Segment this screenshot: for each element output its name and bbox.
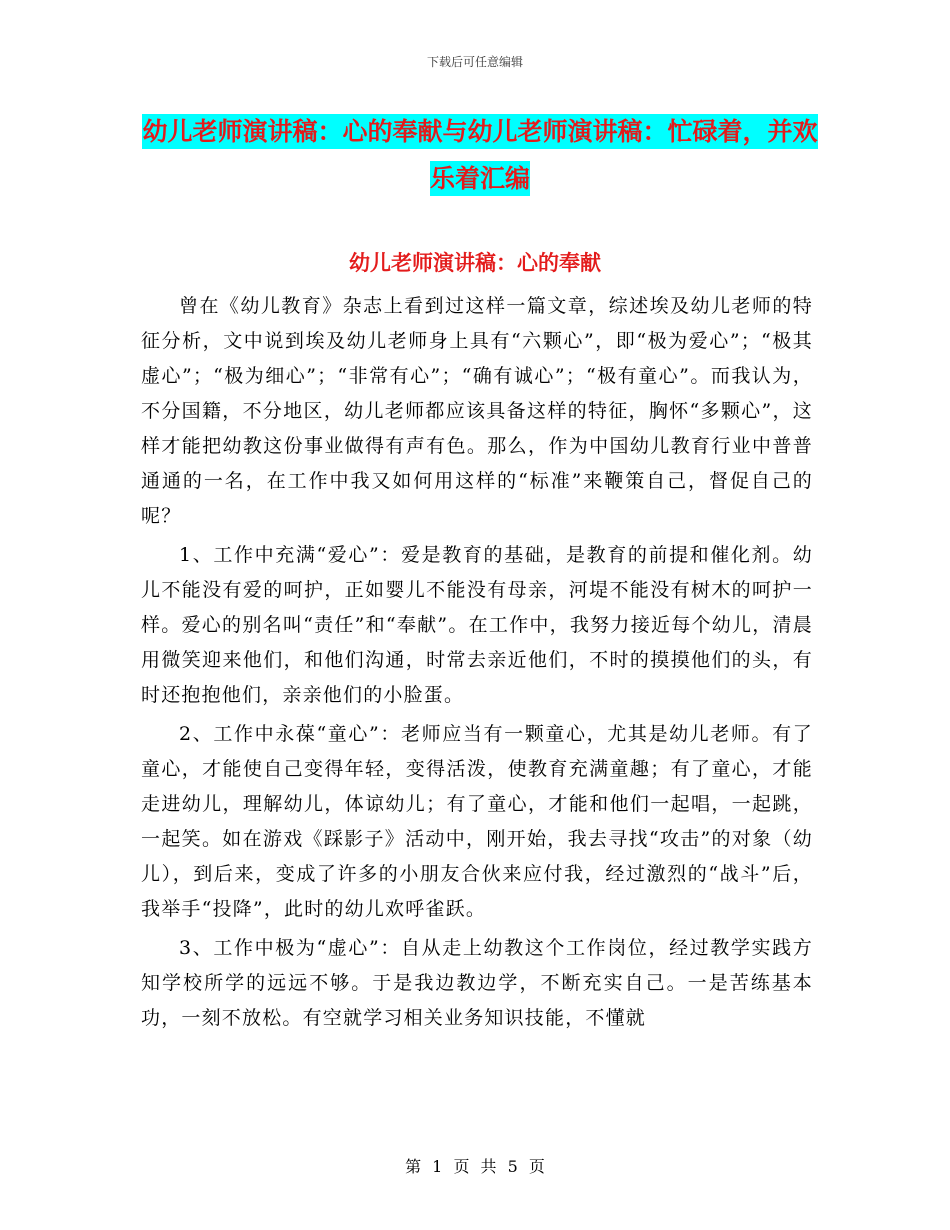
document-title — [140, 108, 820, 202]
page-footer: 第 1 页 共 5 页 — [405, 1157, 545, 1176]
paragraph: 3、工作中极为“虚心”：自从走上幼教这个工作岗位，经过教学实践方知学校所学的远远不够。于是我边教边学，不断充实自己。一是苦练基本功，一刻不放松。有空就学习相关业务知识技能，不懂就 — [141, 937, 813, 1029]
page-header: 下载后可任意编辑 — [426, 55, 523, 69]
section-title: 幼儿老师演讲稿：心的奉献 — [349, 251, 601, 275]
paragraph: 1、工作中充满“爱心”：爱是教育的基础，是教育的前提和催化剂。幼儿不能没有爱的呵护，正如婴儿不能没有母亲，河堤不能没有树木的呵护一样。爱心的别名叫“责任”和“奉献”。在工作中，我努力接近每个幼儿，清晨用微笑迎来他们，和他们沟通，时常去亲近他们，不时的摸摸他们的头，有时还抱抱他们，亲亲他们的小脸蛋。 — [141, 544, 813, 706]
paragraph: 曾在《幼儿教育》杂志上看到过这样一篇文章，综述埃及幼儿老师的特征分析，文中说到埃及幼儿老师身上具有“六颗心”，即“极为爱心”；“极其虚心”；“极为细心”；“非常有心”；“确有诚心”；“极有童心”。而我认为，不分国籍，不分地区，幼儿老师都应该具备这样的特征，胸怀“多颗心”，这样才能把幼教这份事业做得有声有色。那么，作为中国幼儿教育行业中普普通通的一名，在工作中我又如何用这样的“标准”来鞭策自己，督促自己的呢？ — [141, 295, 813, 527]
paragraph: 2、工作中永葆“童心”：老师应当有一颗童心，尤其是幼儿老师。有了童心，才能使自己变得年轻，变得活泼，使教育充满童趣；有了童心，才能走进幼儿，理解幼儿，体谅幼儿；有了童心，才能和他们一起唱，一起跳，一起笑。如在游戏《踩影子》活动中，刚开始，我去寻找“攻击”的对象（幼儿），到后来，变成了许多的小朋友合伙来应付我，经过激烈的“战斗”后，我举手“投降”，此时的幼儿欢呼雀跃。 — [141, 723, 813, 920]
document-body — [141, 289, 813, 1040]
document-title-text: 幼儿老师演讲稿：心的奉献与幼儿老师演讲稿：忙碌着，并欢乐着汇编 — [142, 114, 817, 196]
